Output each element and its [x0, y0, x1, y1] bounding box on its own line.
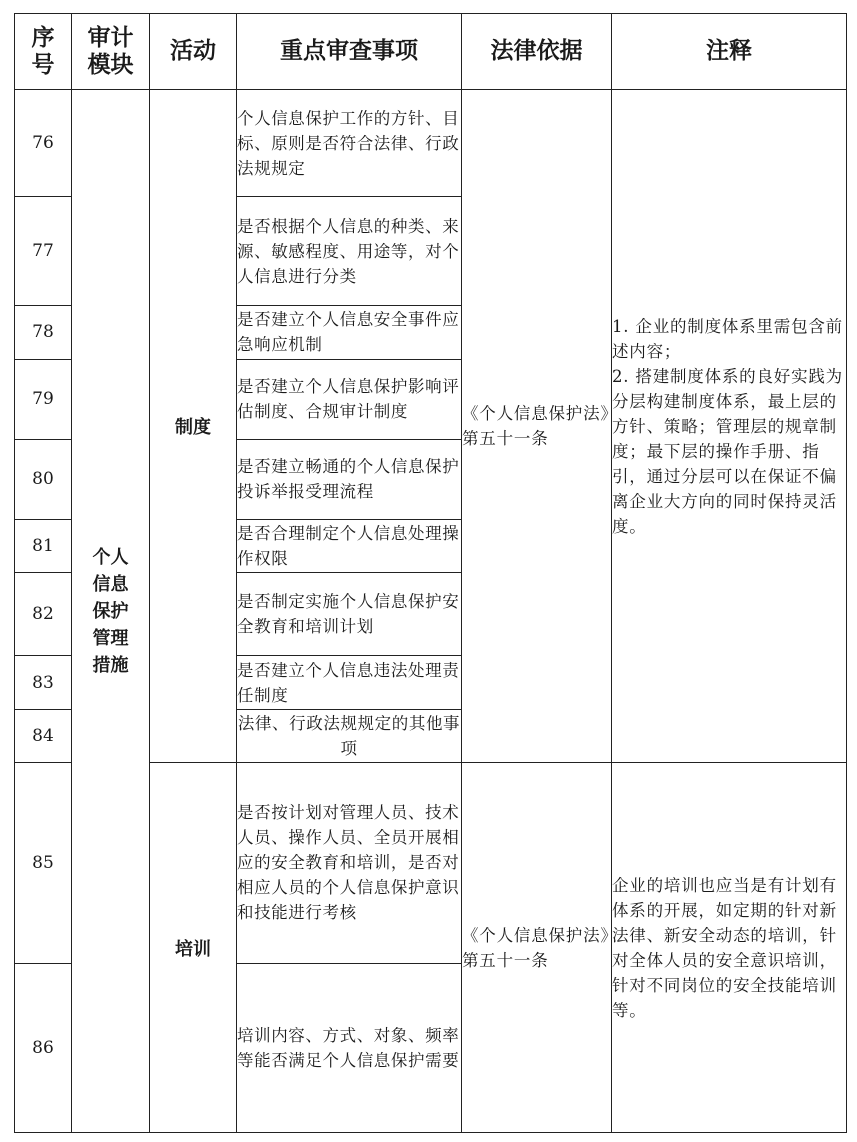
note-cell: 企业的培训也应当是有计划有体系的开展，如定期的针对新法律、新安全动态的培训，针对全体人员的安全意识培训，针对不同岗位的安全技能培训等。: [612, 763, 847, 1133]
row-seq: 78: [15, 306, 72, 359]
review-item: 是否建立个人信息保护影响评估制度、合规审计制度: [237, 359, 462, 439]
note-cell: 1. 企业的制度体系里需包含前述内容； 2. 搭建制度体系的良好实践为分层构建制度体系，最上层的方针、策略；管理层的规章制度；最下层的操作手册、指引，通过分层可以在保证不偏离企业大方向的同时保持灵活度。: [612, 90, 847, 763]
legal-basis-cell: 《个人信息保护法》第五十一条: [462, 763, 612, 1133]
review-item: 是否按计划对管理人员、技术人员、操作人员、全员开展相应的安全教育和培训，是否对相应人员的个人信息保护意识和技能进行考核: [237, 763, 462, 963]
review-item: 是否制定实施个人信息保护安全教育和培训计划: [237, 572, 462, 655]
row-seq: 82: [15, 572, 72, 655]
header-focus: 重点审查事项: [237, 14, 462, 90]
review-item: 是否合理制定个人信息处理操作权限: [237, 519, 462, 572]
activity-cell-system: 制度: [150, 90, 237, 763]
review-item: 是否建立个人信息安全事件应急响应机制: [237, 306, 462, 359]
header-activity: 活动: [150, 14, 237, 90]
row-seq: 86: [15, 963, 72, 1132]
legal-basis-cell: 《个人信息保护法》第五十一条: [462, 90, 612, 763]
row-seq: 85: [15, 763, 72, 963]
review-item: 培训内容、方式、对象、频率等能否满足个人信息保护需要: [237, 963, 462, 1132]
audit-table: [14, 13, 847, 1133]
header-module: 审计 模块: [72, 14, 150, 90]
row-seq: 84: [15, 710, 72, 763]
row-seq: 76: [15, 90, 72, 197]
review-item: 个人信息保护工作的方针、目标、原则是否符合法律、行政法规规定: [237, 90, 462, 197]
module-cell: 个人 信息 保护 管理 措施: [72, 90, 150, 1133]
review-item: 是否建立畅通的个人信息保护投诉举报受理流程: [237, 439, 462, 519]
row-seq: 83: [15, 656, 72, 710]
table-row: [15, 90, 847, 197]
review-item: 法律、行政法规规定的其他事项: [237, 710, 462, 763]
row-seq: 79: [15, 359, 72, 439]
row-seq: 80: [15, 439, 72, 519]
activity-cell-training: 培训: [150, 763, 237, 1133]
review-item: 是否建立个人信息违法处理责任制度: [237, 656, 462, 710]
row-seq: 77: [15, 197, 72, 306]
header-row: [15, 14, 847, 90]
header-basis: 法律依据: [462, 14, 612, 90]
row-seq: 81: [15, 519, 72, 572]
header-note: 注释: [612, 14, 847, 90]
review-item: 是否根据个人信息的种类、来源、敏感程度、用途等，对个人信息进行分类: [237, 197, 462, 306]
header-seq: 序 号: [15, 14, 72, 90]
